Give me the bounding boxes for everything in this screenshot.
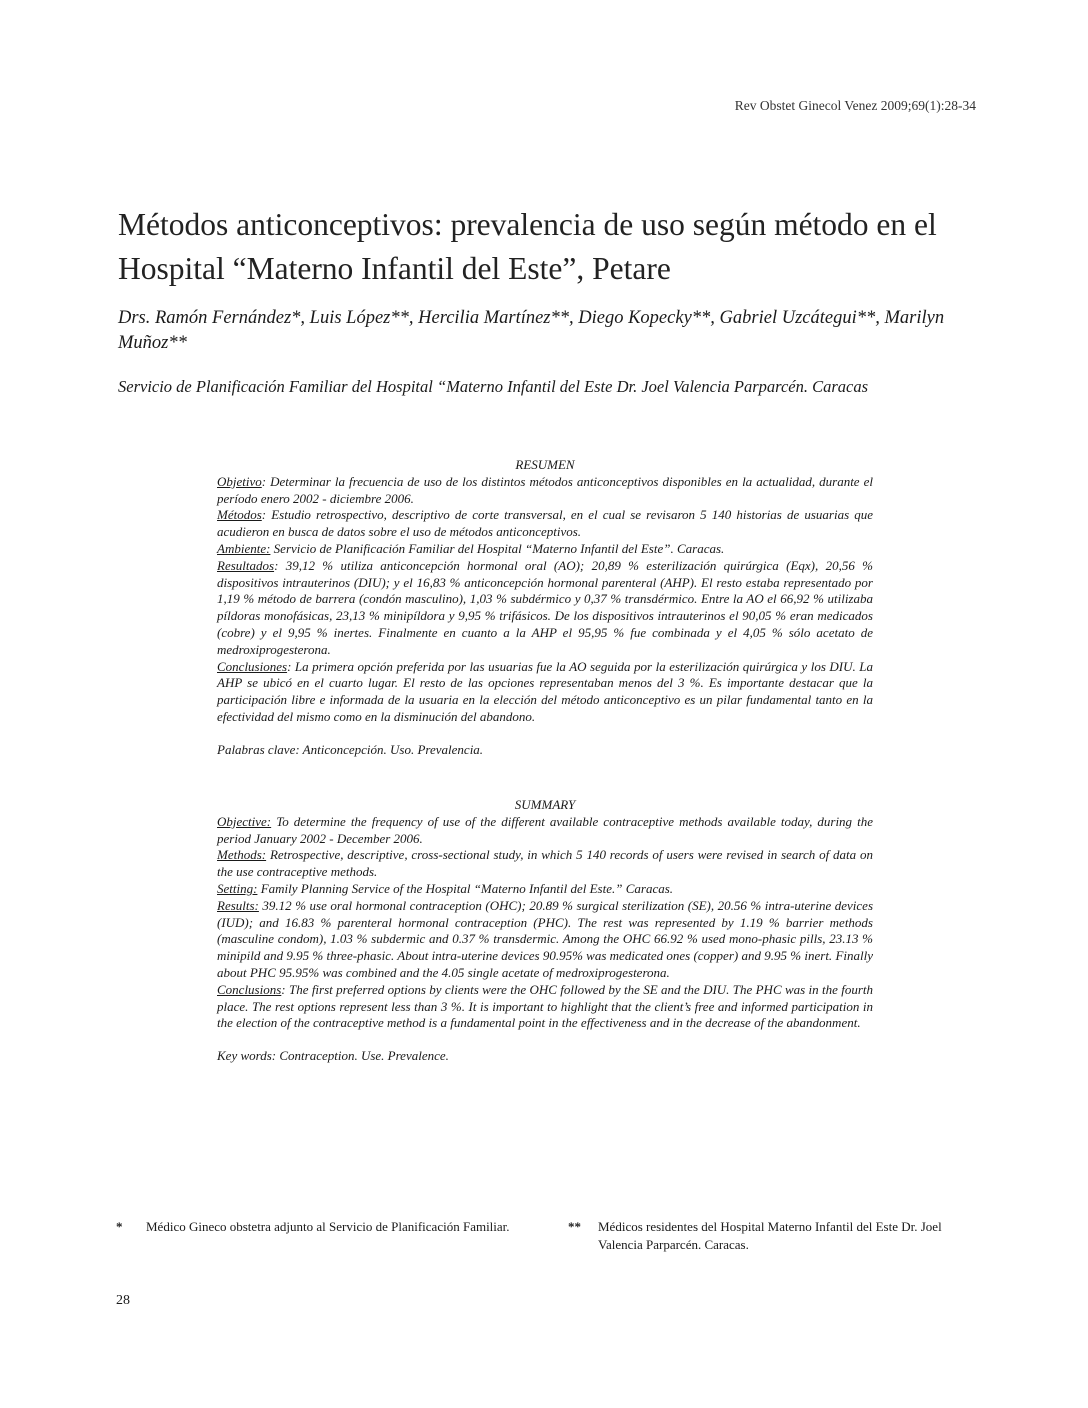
setting-text: Family Planning Service of the Hospital “Materno Infantil del Este.” Caracas.: [257, 880, 674, 896]
footnote-2: [568, 1218, 988, 1254]
methods-text: Retrospective, descriptive, cross-sectional study, in which 5 140 records of users were revised in search of data on the use contraceptive methods.: [217, 847, 873, 880]
ambiente-label: Ambiente:: [217, 540, 271, 556]
resumen-keywords: Palabras clave: Anticoncepción. Uso. Prevalencia.: [217, 741, 484, 757]
article-title: Métodos anticonceptivos: prevalencia de uso según método en el Hospital “Materno Infantil del Este”, Petare: [118, 207, 937, 287]
resumen-ambiente: [217, 541, 873, 558]
footnote-2-text: Médicos residentes del Hospital Materno Infantil del Este Dr. Joel Valencia Parparcén. Caracas.: [598, 1219, 942, 1252]
methods-label: Methods:: [217, 847, 267, 863]
conclusiones-text: : La primera opción preferida por las usuarias fue la AO seguida por la esterilización quirúrgica y los DIU. La AHP se ubicó en el cuarto lugar. El resto de las opciones representaban menos del 3 %. Es importante destacar que la participación libre e informada de la usuaria en la elección del método anticonceptivo es un pilar fundamental tanto en la efectividad del mismo como en la disminución del abandono.: [217, 658, 873, 724]
footnote-1-text: Médico Gineco obstetra adjunto al Servicio de Planificación Familiar.: [146, 1219, 510, 1234]
conclusiones-label: Conclusiones: [217, 658, 288, 674]
resultados-label: Resultados: [217, 557, 275, 573]
metodos-label: Métodos: [217, 507, 262, 523]
results-text: 39.12 % use oral hormonal contraception (OHC); 20.89 % surgical sterilization (SE), 20.56 % intra-uterine devices (IUD); and 16.83 % parenteral hormonal contraception (PHC). The rest was represented by 1.19 % barrier methods (masculine condom), 1.03 % subdermic and 0.37 % transdermic. Among the OHC 66.92 % used mono-phasic pills, 23.13 % minipild and 9.95 % three-phasic. About intra-uterine devices 90.95% was medicated ones (copper) and 9.95 % inert. Finally about PHC 95.95% was combined and the 4.05 single acetate of medroxiprogesterona.: [217, 897, 873, 980]
summary-objective: [217, 814, 873, 848]
objetivo-text: : Determinar la frecuencia de uso de los distintos métodos anticonceptivos disponibles en la actualidad, durante el período enero 2002 - diciembre 2006.: [217, 473, 873, 506]
metodos-text: : Estudio retrospectivo, descriptivo de corte transversal, en el cual se revisaron 5 140 historias de usuarias que acudieron en busca de datos sobre el uso de métodos anticonceptivos.: [217, 507, 873, 540]
summary-setting: [217, 881, 873, 898]
resumen-metodos: [217, 507, 873, 541]
footnote-1: [116, 1218, 528, 1236]
objetivo-label: Objetivo: [217, 473, 262, 489]
summary-heading: SUMMARY: [514, 797, 576, 812]
summary-methods: [217, 847, 873, 881]
summary-keywords: Key words: Contraception. Use. Prevalence.: [217, 1048, 449, 1064]
resumen-resultados: [217, 558, 873, 659]
resumen-section: [217, 457, 873, 759]
footnote-1-mark: *: [116, 1219, 123, 1234]
resumen-conclusiones: [217, 659, 873, 726]
affiliation: Servicio de Planificación Familiar del Hospital “Materno Infantil del Este Dr. Joel Valencia Parparcén. Caracas: [118, 377, 869, 396]
footnote-2-mark: **: [568, 1219, 581, 1234]
journal-reference: Rev Obstet Ginecol Venez 2009;69(1):28-34: [734, 98, 976, 113]
author-list: Drs. Ramón Fernández*, Luis López**, Hercilia Martínez**, Diego Kopecky**, Gabriel Uzcátegui**, Marilyn Muñoz**: [118, 308, 945, 354]
setting-label: Setting:: [217, 880, 258, 896]
resultados-text: : 39,12 % utiliza anticoncepción hormonal oral (AO); 20,89 % esterilización quirúrgica (Eqx), 20,56 % dispositivos intrauterinos (DIU); y el 16,83 % anticoncepción hormonal parenteral (AHP). El resto estaba representado por 1,19 % método de barrera (condón masculino), 1,03 % subdérmico y 0,37 % transdérmico. Entre la AO el 66,92 % utilizaba píldoras monofásicas, 23,13 % minipíldora y 9,95 % trifásicos. De los dispositivos intrauterinos el 90,05 % eran medicados (cobre) y el 9,95 % inertes. Finalmente en cuanto a la AHP el 95,95 % fue combinada y el 4,05 % sólo acetato de medroxiprogesterona.: [217, 557, 873, 657]
conclusions-label: Conclusions: [217, 981, 282, 997]
summary-results: [217, 898, 873, 982]
objective-text: To determine the frequency of use of the different available contraceptive methods available today, during the period January 2002 - December 2006.: [217, 813, 873, 846]
ambiente-text: Servicio de Planificación Familiar del Hospital “Materno Infantil del Este”. Caracas.: [270, 540, 725, 556]
objective-label: Objective:: [217, 813, 272, 829]
resumen-objetivo: [217, 474, 873, 508]
results-label: Results:: [217, 897, 259, 913]
page-number: 28: [116, 1293, 130, 1308]
resumen-heading: RESUMEN: [515, 457, 575, 472]
summary-conclusions: [217, 982, 873, 1032]
conclusions-text: : The first preferred options by clients were the OHC followed by the SE and the DIU. The PHC was in the fourth place. The rest options represent less than 3 %. It is important to highlight that the client’s free and informed participation in the election of the contraceptive method is a fundamental point in the effectiveness and in the decrease of the abandonment.: [217, 981, 873, 1031]
summary-section: [217, 797, 873, 1065]
